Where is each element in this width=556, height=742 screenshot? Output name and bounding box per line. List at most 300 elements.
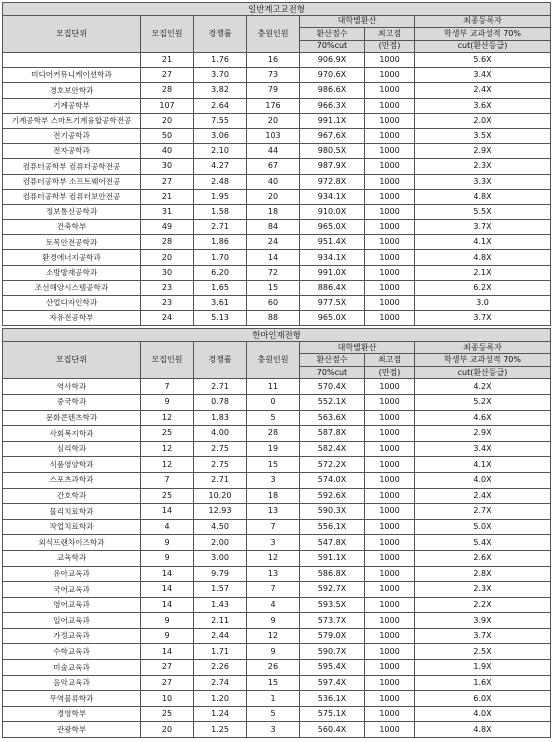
cell-max-score: 1000 <box>365 535 415 551</box>
cell-max-score: 1000 <box>365 706 415 722</box>
cell-converted-grade: 2.4X <box>415 83 551 98</box>
cell-extra-admitted: 44 <box>247 144 300 159</box>
cell-converted-score: 556.1X <box>300 519 365 535</box>
cell-converted-grade: 4.0X <box>415 472 551 488</box>
cell-converted-grade: 2.2X <box>415 597 551 613</box>
cell-quota: 14 <box>141 566 194 582</box>
cell-max-score: 1000 <box>365 504 415 520</box>
cell-quota: 50 <box>141 128 194 143</box>
cell-max-score: 1000 <box>365 613 415 629</box>
cell-converted-grade: 3.0 <box>415 296 551 311</box>
table-row <box>3 566 551 582</box>
cell-competition-rate: 1.58 <box>194 204 247 219</box>
cell-extra-admitted: 3 <box>247 535 300 551</box>
cell-competition-rate: 1.70 <box>194 250 247 265</box>
header-converted-score: 대학별환산 <box>300 15 415 28</box>
table-row <box>3 488 551 504</box>
cell-converted-grade: 3.9X <box>415 613 551 629</box>
cell-converted-score: 991.0X <box>300 265 365 280</box>
cell-unit-name: 심리학과 <box>3 441 141 457</box>
cell-competition-rate: 2.71 <box>194 379 247 395</box>
cell-max-score: 1000 <box>365 488 415 504</box>
cell-quota: 40 <box>141 144 194 159</box>
cell-converted-grade: 4.6X <box>415 410 551 426</box>
cell-extra-admitted: 88 <box>247 311 300 326</box>
table-row <box>3 144 551 159</box>
cell-converted-grade: 6.2X <box>415 280 551 295</box>
cell-quota: 107 <box>141 98 194 113</box>
cell-unit-name: 건축학부 <box>3 220 141 235</box>
cell-converted-score: 579.0X <box>300 628 365 644</box>
cell-unit-name: 기계공학부 스마트기계융합공학전공 <box>3 113 141 128</box>
cell-max-score: 1000 <box>365 426 415 442</box>
cell-converted-score: 972.8X <box>300 174 365 189</box>
cell-competition-rate: 5.13 <box>194 311 247 326</box>
cell-converted-grade: 5.2X <box>415 394 551 410</box>
header-final-registrant: 최종등록자 <box>415 341 551 354</box>
cell-competition-rate: 1.24 <box>194 706 247 722</box>
cell-competition-rate: 3.70 <box>194 68 247 83</box>
cell-unit-name: 환경에너지공학과 <box>3 250 141 265</box>
cell-converted-score: 886.4X <box>300 280 365 295</box>
cell-competition-rate: 3.00 <box>194 550 247 566</box>
cell-competition-rate: 2.75 <box>194 441 247 457</box>
table-row <box>3 53 551 68</box>
cell-converted-score: 910.0X <box>300 204 365 219</box>
cell-extra-admitted: 20 <box>247 113 300 128</box>
cell-converted-score: 590.7X <box>300 644 365 660</box>
section-1-body <box>3 329 551 738</box>
header-extra-admitted: 충원인원 <box>247 15 300 53</box>
cell-converted-grade: 2.7X <box>415 504 551 520</box>
cell-converted-grade: 2.4X <box>415 488 551 504</box>
cell-converted-grade: 2.8X <box>415 566 551 582</box>
header-extra-admitted: 충원인원 <box>247 341 300 379</box>
cell-converted-grade: 1.6X <box>415 675 551 691</box>
cell-quota: 28 <box>141 83 194 98</box>
cell-extra-admitted: 84 <box>247 220 300 235</box>
cell-quota: 24 <box>141 311 194 326</box>
cell-quota: 20 <box>141 722 194 738</box>
section-0-body <box>3 3 551 326</box>
cell-competition-rate: 2.64 <box>194 98 247 113</box>
cell-extra-admitted: 15 <box>247 280 300 295</box>
cell-extra-admitted: 103 <box>247 128 300 143</box>
cell-unit-name: 컴퓨터공학부 소프트웨어전공 <box>3 174 141 189</box>
cell-converted-score: 573.7X <box>300 613 365 629</box>
table-row <box>3 691 551 707</box>
cell-max-score: 1000 <box>365 204 415 219</box>
header-70cut-label: 70%cut <box>300 40 365 53</box>
table-row <box>3 379 551 395</box>
cell-unit-name: 소방방재공학과 <box>3 265 141 280</box>
cell-unit-name: 영어교육과 <box>3 597 141 613</box>
cell-extra-admitted: 72 <box>247 265 300 280</box>
cell-unit-name: 미디어커뮤니케이션학과 <box>3 68 141 83</box>
cell-converted-score: 966.3X <box>300 98 365 113</box>
cell-converted-grade: 5.0X <box>415 519 551 535</box>
header-grade-70: 학생부 교과성적 70% <box>415 354 551 367</box>
cell-converted-score: 980.5X <box>300 144 365 159</box>
cell-converted-score: 586.8X <box>300 566 365 582</box>
table-row <box>3 280 551 295</box>
cell-quota: 27 <box>141 660 194 676</box>
cell-converted-score: 593.5X <box>300 597 365 613</box>
cell-converted-score: 570.4X <box>300 379 365 395</box>
cell-quota: 25 <box>141 488 194 504</box>
cell-unit-name: 사회복지학과 <box>3 426 141 442</box>
table-row <box>3 426 551 442</box>
cell-max-score: 1000 <box>365 280 415 295</box>
table-row <box>3 504 551 520</box>
header-converted-grade: cut(환산등급) <box>415 366 551 379</box>
cell-max-score: 1000 <box>365 472 415 488</box>
cell-converted-score: 591.1X <box>300 550 365 566</box>
cell-unit-name: 유아교육과 <box>3 566 141 582</box>
cell-unit-name: 일어교육과 <box>3 613 141 629</box>
cell-max-score: 1000 <box>365 566 415 582</box>
cell-max-score: 1000 <box>365 722 415 738</box>
table-row <box>3 250 551 265</box>
cell-unit-name: 작업치료학과 <box>3 519 141 535</box>
cell-extra-admitted: 11 <box>247 379 300 395</box>
cell-extra-admitted: 67 <box>247 159 300 174</box>
cell-converted-score: 951.4X <box>300 235 365 250</box>
cell-converted-grade: 2.9X <box>415 426 551 442</box>
header-full-score: (만점) <box>365 40 415 53</box>
cell-competition-rate: 1.57 <box>194 582 247 598</box>
header-quota: 모집인원 <box>141 341 194 379</box>
cell-extra-admitted: 0 <box>247 394 300 410</box>
cell-unit-name: 역사학과 <box>3 379 141 395</box>
table-row <box>3 410 551 426</box>
cell-competition-rate: 1.25 <box>194 722 247 738</box>
cell-quota: 9 <box>141 613 194 629</box>
cell-unit-name: 컴퓨터공학부 컴퓨터공학전공 <box>3 159 141 174</box>
cell-unit-name: 수학교육과 <box>3 644 141 660</box>
cell-competition-rate: 2.75 <box>194 457 247 473</box>
cell-quota: 30 <box>141 159 194 174</box>
table-row <box>3 597 551 613</box>
cell-max-score: 1000 <box>365 128 415 143</box>
cell-max-score: 1000 <box>365 159 415 174</box>
cell-converted-grade: 5.4X <box>415 535 551 551</box>
cell-max-score: 1000 <box>365 83 415 98</box>
cell-converted-score: 965.0X <box>300 220 365 235</box>
cell-quota: 21 <box>141 53 194 68</box>
cell-quota: 9 <box>141 550 194 566</box>
cell-quota: 27 <box>141 68 194 83</box>
cell-max-score: 1000 <box>365 660 415 676</box>
cell-quota: 9 <box>141 535 194 551</box>
cell-extra-admitted: 9 <box>247 613 300 629</box>
header-converted-score-70cut: 환산점수 <box>300 28 365 41</box>
cell-converted-grade: 3.7X <box>415 311 551 326</box>
cell-quota: 27 <box>141 174 194 189</box>
cell-quota: 9 <box>141 628 194 644</box>
cell-unit-name <box>3 53 141 68</box>
cell-extra-admitted: 12 <box>247 628 300 644</box>
header-competition-rate: 경쟁률 <box>194 15 247 53</box>
cell-converted-grade: 2.1X <box>415 265 551 280</box>
cell-extra-admitted: 26 <box>247 660 300 676</box>
cell-max-score: 1000 <box>365 582 415 598</box>
cell-competition-rate: 3.61 <box>194 296 247 311</box>
cell-converted-grade: 5.5X <box>415 204 551 219</box>
cell-competition-rate: 1.71 <box>194 644 247 660</box>
cell-unit-name: 산업디자인학과 <box>3 296 141 311</box>
cell-unit-name: 경호보안학과 <box>3 83 141 98</box>
cell-max-score: 1000 <box>365 311 415 326</box>
cell-extra-admitted: 7 <box>247 519 300 535</box>
cell-quota: 9 <box>141 394 194 410</box>
cell-competition-rate: 4.50 <box>194 519 247 535</box>
table-row <box>3 311 551 326</box>
cell-max-score: 1000 <box>365 550 415 566</box>
header-unit: 모집단위 <box>3 15 141 53</box>
table-row <box>3 83 551 98</box>
cell-competition-rate: 3.06 <box>194 128 247 143</box>
cell-quota: 30 <box>141 265 194 280</box>
cell-competition-rate: 2.48 <box>194 174 247 189</box>
cell-extra-admitted: 4 <box>247 597 300 613</box>
admission-results <box>2 2 550 738</box>
cell-unit-name: 기계공학부 <box>3 98 141 113</box>
cell-converted-grade: 4.8X <box>415 189 551 204</box>
cell-converted-grade: 4.0X <box>415 706 551 722</box>
cell-competition-rate: 1.20 <box>194 691 247 707</box>
header-competition-rate: 경쟁률 <box>194 341 247 379</box>
cell-converted-score: 592.6X <box>300 488 365 504</box>
cell-max-score: 1000 <box>365 296 415 311</box>
cell-converted-grade: 3.7X <box>415 628 551 644</box>
cell-converted-score: 563.6X <box>300 410 365 426</box>
cell-converted-grade: 4.8X <box>415 722 551 738</box>
cell-converted-grade: 3.3X <box>415 174 551 189</box>
cell-competition-rate: 2.74 <box>194 675 247 691</box>
cell-competition-rate: 2.10 <box>194 144 247 159</box>
cell-converted-score: 967.6X <box>300 128 365 143</box>
cell-converted-grade: 1.9X <box>415 660 551 676</box>
cell-converted-grade: 2.5X <box>415 644 551 660</box>
cell-converted-grade: 5.6X <box>415 53 551 68</box>
cell-extra-admitted: 5 <box>247 706 300 722</box>
table-row <box>3 174 551 189</box>
cell-quota: 20 <box>141 250 194 265</box>
cell-max-score: 1000 <box>365 174 415 189</box>
cell-max-score: 1000 <box>365 68 415 83</box>
cell-unit-name: 정보통신공학과 <box>3 204 141 219</box>
header-grade-70: 학생부 교과성적 70% <box>415 28 551 41</box>
cell-extra-admitted: 14 <box>247 250 300 265</box>
cell-converted-score: 597.4X <box>300 675 365 691</box>
cell-competition-rate: 1.95 <box>194 189 247 204</box>
table-row <box>3 235 551 250</box>
cell-quota: 10 <box>141 691 194 707</box>
cell-quota: 14 <box>141 644 194 660</box>
cell-competition-rate: 2.44 <box>194 628 247 644</box>
cell-unit-name: 전자공학과 <box>3 144 141 159</box>
cell-unit-name: 식품영양학과 <box>3 457 141 473</box>
cell-converted-score: 906.9X <box>300 53 365 68</box>
section-title: 한마인재전형 <box>3 329 551 342</box>
cell-converted-score: 560.4X <box>300 722 365 738</box>
cell-converted-score: 977.5X <box>300 296 365 311</box>
cell-quota: 12 <box>141 457 194 473</box>
header-full-score: (만점) <box>365 366 415 379</box>
cell-competition-rate: 2.71 <box>194 220 247 235</box>
header-quota: 모집인원 <box>141 15 194 53</box>
cell-converted-score: 587.8X <box>300 426 365 442</box>
cell-competition-rate: 7.55 <box>194 113 247 128</box>
table-row <box>3 628 551 644</box>
cell-competition-rate: 10.20 <box>194 488 247 504</box>
cell-competition-rate: 1.43 <box>194 597 247 613</box>
header-final-registrant: 최종등록자 <box>415 15 551 28</box>
header-unit: 모집단위 <box>3 341 141 379</box>
cell-competition-rate: 1.76 <box>194 53 247 68</box>
cell-extra-admitted: 1 <box>247 691 300 707</box>
cell-max-score: 1000 <box>365 189 415 204</box>
header-70cut-label: 70%cut <box>300 366 365 379</box>
header-converted-score-70cut: 환산점수 <box>300 354 365 367</box>
cell-quota: 7 <box>141 472 194 488</box>
cell-competition-rate: 4.00 <box>194 426 247 442</box>
cell-converted-grade: 2.6X <box>415 550 551 566</box>
table-row <box>3 582 551 598</box>
cell-competition-rate: 3.82 <box>194 83 247 98</box>
cell-converted-grade: 4.1X <box>415 235 551 250</box>
cell-max-score: 1000 <box>365 379 415 395</box>
section-title: 일반계고교전형 <box>3 3 551 16</box>
cell-extra-admitted: 73 <box>247 68 300 83</box>
cell-competition-rate: 2.00 <box>194 535 247 551</box>
cell-quota: 20 <box>141 113 194 128</box>
cell-unit-name: 국어교육과 <box>3 582 141 598</box>
cell-competition-rate: 2.71 <box>194 472 247 488</box>
cell-converted-score: 590.3X <box>300 504 365 520</box>
cell-max-score: 1000 <box>365 628 415 644</box>
cell-max-score: 1000 <box>365 265 415 280</box>
cell-converted-score: 986.6X <box>300 83 365 98</box>
cell-competition-rate: 0.78 <box>194 394 247 410</box>
cell-max-score: 1000 <box>365 220 415 235</box>
table-row <box>3 457 551 473</box>
cell-converted-grade: 3.4X <box>415 441 551 457</box>
cell-extra-admitted: 5 <box>247 410 300 426</box>
cell-quota: 21 <box>141 189 194 204</box>
table-row <box>3 98 551 113</box>
cell-quota: 12 <box>141 410 194 426</box>
cell-unit-name: 교육학과 <box>3 550 141 566</box>
cell-extra-admitted: 18 <box>247 488 300 504</box>
cell-max-score: 1000 <box>365 394 415 410</box>
cell-extra-admitted: 7 <box>247 582 300 598</box>
cell-quota: 4 <box>141 519 194 535</box>
cell-extra-admitted: 13 <box>247 504 300 520</box>
cell-max-score: 1000 <box>365 519 415 535</box>
cell-quota: 12 <box>141 441 194 457</box>
cell-competition-rate: 1.65 <box>194 280 247 295</box>
header-max-score: 최고점 <box>365 28 415 41</box>
cell-quota: 14 <box>141 582 194 598</box>
cell-extra-admitted: 176 <box>247 98 300 113</box>
cell-converted-score: 970.6X <box>300 68 365 83</box>
cell-converted-score: 965.0X <box>300 311 365 326</box>
cell-unit-name: 자유전공학부 <box>3 311 141 326</box>
hanma-talent-table <box>2 328 551 738</box>
cell-max-score: 1000 <box>365 410 415 426</box>
cell-extra-admitted: 19 <box>247 441 300 457</box>
cell-competition-rate: 2.11 <box>194 613 247 629</box>
table-row <box>3 675 551 691</box>
cell-converted-grade: 3.5X <box>415 128 551 143</box>
cell-extra-admitted: 16 <box>247 53 300 68</box>
table-row <box>3 296 551 311</box>
cell-converted-grade: 3.4X <box>415 68 551 83</box>
cell-converted-grade: 2.3X <box>415 582 551 598</box>
cell-converted-score: 934.1X <box>300 250 365 265</box>
cell-unit-name: 문화콘텐츠학과 <box>3 410 141 426</box>
cell-quota: 49 <box>141 220 194 235</box>
cell-converted-grade: 3.7X <box>415 220 551 235</box>
cell-extra-admitted: 28 <box>247 426 300 442</box>
cell-extra-admitted: 60 <box>247 296 300 311</box>
cell-extra-admitted: 24 <box>247 235 300 250</box>
cell-extra-admitted: 20 <box>247 189 300 204</box>
cell-converted-grade: 4.2X <box>415 379 551 395</box>
cell-competition-rate: 1.86 <box>194 235 247 250</box>
cell-extra-admitted: 15 <box>247 457 300 473</box>
cell-extra-admitted: 18 <box>247 204 300 219</box>
cell-competition-rate: 6.20 <box>194 265 247 280</box>
cell-converted-score: 536.1X <box>300 691 365 707</box>
cell-quota: 23 <box>141 280 194 295</box>
cell-unit-name: 경영학부 <box>3 706 141 722</box>
cell-max-score: 1000 <box>365 144 415 159</box>
table-row <box>3 220 551 235</box>
cell-max-score: 1000 <box>365 457 415 473</box>
table-row <box>3 394 551 410</box>
cell-unit-name: 가정교육과 <box>3 628 141 644</box>
cell-competition-rate: 12.93 <box>194 504 247 520</box>
cell-extra-admitted: 40 <box>247 174 300 189</box>
cell-converted-score: 574.0X <box>300 472 365 488</box>
header-converted-score: 대학별환산 <box>300 341 415 354</box>
table-row <box>3 535 551 551</box>
cell-unit-name: 스포츠과학과 <box>3 472 141 488</box>
cell-converted-score: 987.9X <box>300 159 365 174</box>
table-row <box>3 613 551 629</box>
cell-converted-grade: 4.1X <box>415 457 551 473</box>
cell-converted-score: 572.2X <box>300 457 365 473</box>
cell-converted-grade: 2.3X <box>415 159 551 174</box>
cell-quota: 28 <box>141 235 194 250</box>
table-row <box>3 441 551 457</box>
cell-competition-rate: 4.27 <box>194 159 247 174</box>
cell-unit-name: 물리치료학과 <box>3 504 141 520</box>
cell-converted-grade: 6.0X <box>415 691 551 707</box>
header-converted-grade: cut(환산등급) <box>415 40 551 53</box>
cell-competition-rate: 1.83 <box>194 410 247 426</box>
cell-unit-name: 외식프랜차이즈학과 <box>3 535 141 551</box>
table-row <box>3 265 551 280</box>
cell-unit-name: 조선해양시스템공학과 <box>3 280 141 295</box>
cell-extra-admitted: 12 <box>247 550 300 566</box>
cell-converted-grade: 3.6X <box>415 98 551 113</box>
cell-unit-name: 관광학부 <box>3 722 141 738</box>
table-row <box>3 159 551 174</box>
